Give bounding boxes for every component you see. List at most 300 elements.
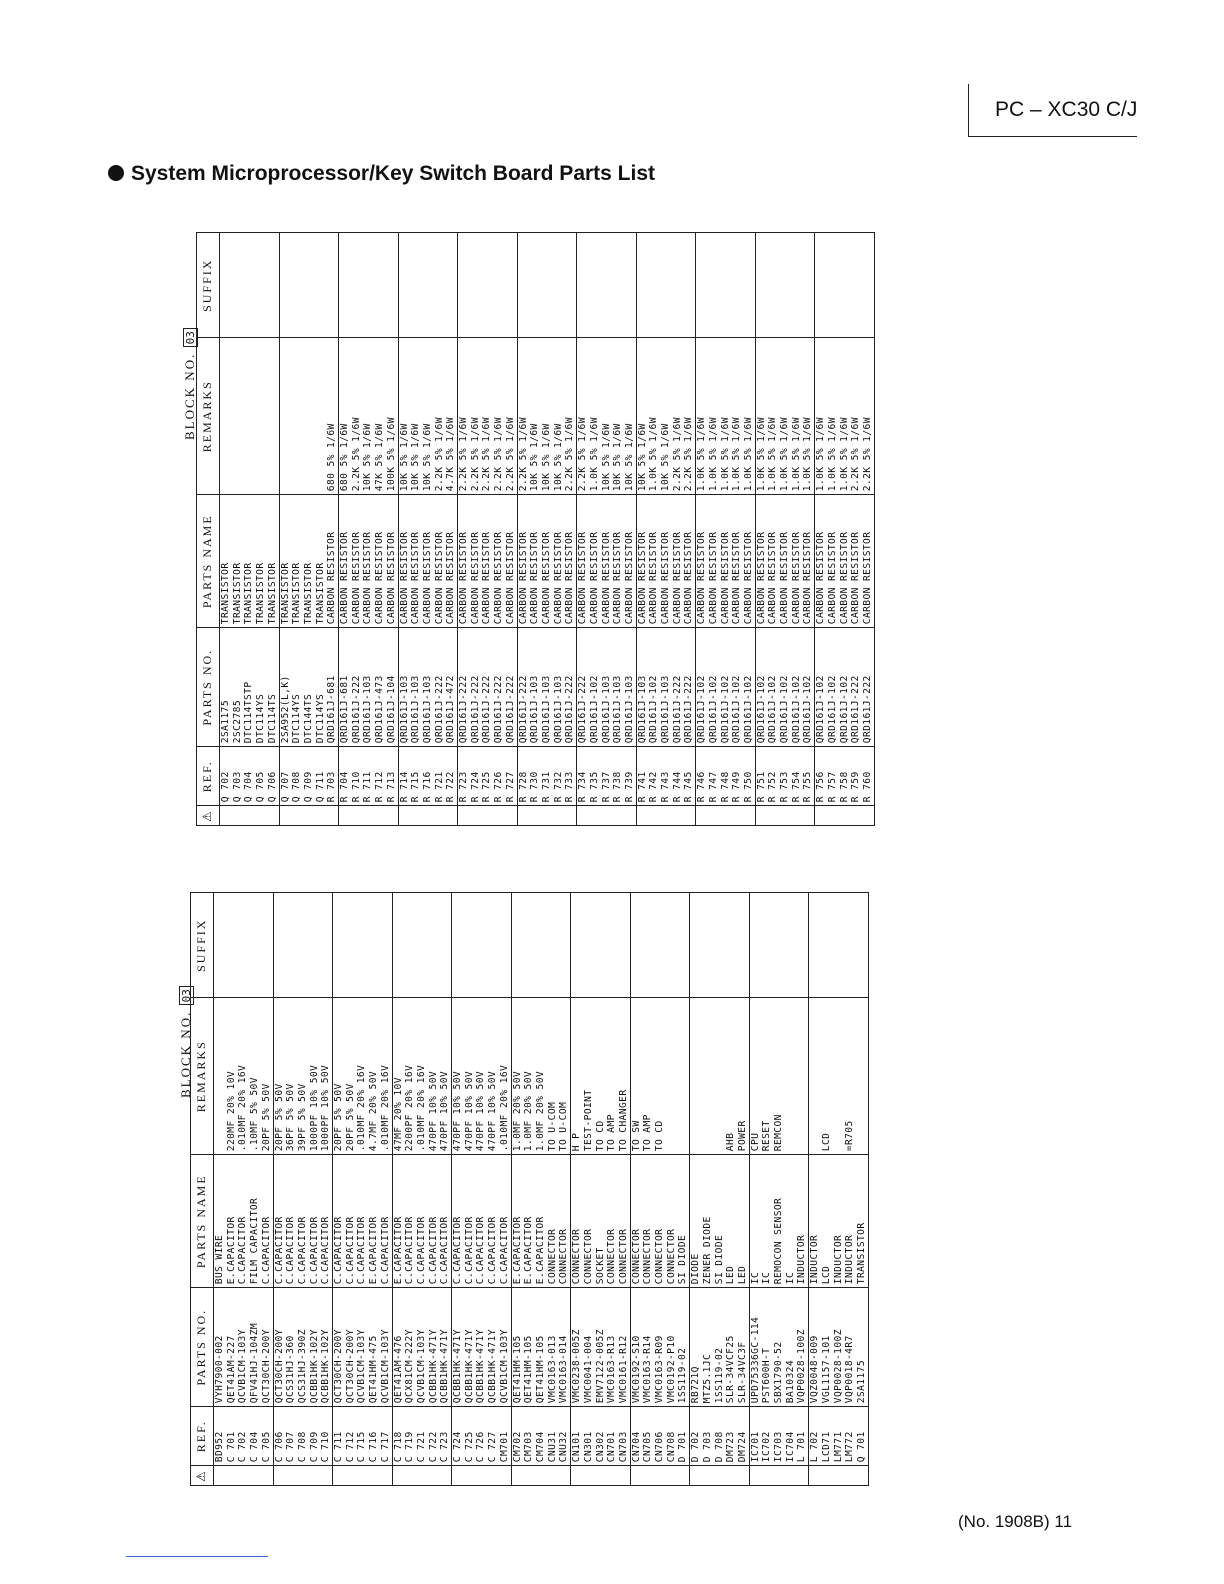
parts-name-cell: CARBON RESISTOR — [434, 495, 446, 628]
warn-cell — [583, 1466, 595, 1486]
parts-no-cell: QRD161J-103 — [529, 628, 541, 747]
remarks-cell: 2.2K 5% 1/6W — [470, 338, 482, 495]
table-row — [445, 233, 457, 826]
warn-cell — [237, 1466, 249, 1486]
remarks-cell: 10K 5% 1/6W — [410, 338, 422, 495]
parts-name-cell: CONNECTOR — [606, 1155, 618, 1288]
parts-name-cell: CONNECTOR — [583, 1155, 595, 1288]
parts-no-cell: QRD161J-473 — [374, 628, 386, 747]
remarks-cell: 1.0K 5% 1/6W — [755, 338, 767, 495]
warn-cell — [564, 806, 576, 826]
parts-name-cell: CARBON RESISTOR — [339, 495, 351, 628]
suffix-cell — [422, 233, 434, 338]
table-row — [464, 893, 476, 1486]
ref-cell: CN703 — [618, 1407, 630, 1466]
ref-cell: R 734 — [577, 747, 589, 806]
suffix-cell — [677, 893, 689, 998]
remarks-cell: 10K 5% 1/6W — [601, 338, 613, 495]
parts-no-cell: QRD161J-222 — [517, 628, 529, 747]
table-row — [255, 233, 267, 826]
warn-cell — [458, 806, 470, 826]
block-value: 03 — [183, 328, 198, 347]
parts-name-cell: TRANSISTOR — [315, 495, 327, 628]
parts-no-cell: QRD161J-102 — [648, 628, 660, 747]
ref-cell: C 722 — [428, 1407, 440, 1466]
remarks-cell: 2.2K 5% 1/6W — [505, 338, 517, 495]
ref-cell: Q 703 — [232, 747, 244, 806]
warn-cell — [326, 806, 338, 826]
suffix-cell — [475, 893, 487, 998]
parts-no-cell: QCBB1HK-471Y — [487, 1288, 499, 1407]
ref-cell: C 709 — [309, 1407, 321, 1466]
suffix-cell — [672, 233, 684, 338]
ref-cell: R 756 — [815, 747, 827, 806]
parts-table-right — [196, 232, 875, 826]
suffix-cell — [481, 233, 493, 338]
column-header-remarks: REMARKS — [191, 998, 214, 1155]
warn-cell — [267, 806, 279, 826]
ref-cell: CN701 — [606, 1407, 618, 1466]
table-row — [827, 233, 839, 826]
parts-name-cell: INDUCTOR — [844, 1155, 856, 1288]
remarks-cell: TO CHANGER — [618, 998, 630, 1155]
ref-cell: R 755 — [802, 747, 814, 806]
parts-name-cell: CARBON RESISTOR — [683, 495, 695, 628]
parts-no-cell: QRD161J-103 — [553, 628, 565, 747]
warn-cell — [309, 1466, 321, 1486]
warn-cell — [761, 1466, 773, 1486]
table-row — [232, 233, 244, 826]
remarks-cell: 1.0K 5% 1/6W — [696, 338, 708, 495]
parts-no-cell: SLR-34VCF25 — [725, 1288, 737, 1407]
parts-name-cell: C.CAPACITOR — [416, 1155, 428, 1288]
parts-no-cell: QRD161J-102 — [827, 628, 839, 747]
warn-cell — [368, 1466, 380, 1486]
ref-cell: Q 709 — [303, 747, 315, 806]
parts-name-cell: C.CAPACITOR — [452, 1155, 464, 1288]
remarks-cell — [291, 338, 303, 495]
parts-no-cell: QRD161J-222 — [564, 628, 576, 747]
ref-cell: C 724 — [452, 1407, 464, 1466]
table-row — [285, 893, 297, 1486]
parts-no-cell: QRD161J-222 — [683, 628, 695, 747]
parts-no-cell: VMC0163-R13 — [606, 1288, 618, 1407]
ref-cell: Q 708 — [291, 747, 303, 806]
suffix-cell — [606, 893, 618, 998]
parts-no-cell: VQP0028-100Z — [833, 1288, 845, 1407]
parts-name-cell: C.CAPACITOR — [261, 1155, 273, 1288]
suffix-cell — [345, 893, 357, 998]
suffix-cell — [493, 233, 505, 338]
parts-no-cell: QRD161J-102 — [696, 628, 708, 747]
parts-name-cell: BUS WIRE — [214, 1155, 226, 1288]
warn-cell — [791, 806, 803, 826]
table-row — [755, 233, 767, 826]
suffix-cell — [410, 233, 422, 338]
table-row — [791, 233, 803, 826]
parts-name-cell: CARBON RESISTOR — [767, 495, 779, 628]
parts-name-cell: CARBON RESISTOR — [362, 495, 374, 628]
parts-name-cell: CARBON RESISTOR — [517, 495, 529, 628]
warn-cell — [226, 1466, 238, 1486]
ref-cell: R 703 — [326, 747, 338, 806]
table-row — [553, 233, 565, 826]
ref-cell: R 716 — [422, 747, 434, 806]
remarks-cell: 2.2K 5% 1/6W — [862, 338, 874, 495]
remarks-cell: 1.0K 5% 1/6W — [731, 338, 743, 495]
ref-cell: R 715 — [410, 747, 422, 806]
warn-cell — [339, 806, 351, 826]
table-row — [558, 893, 570, 1486]
warn-cell — [690, 1466, 702, 1486]
ref-cell: CN704 — [630, 1407, 642, 1466]
table-row — [273, 893, 285, 1486]
table-row — [672, 233, 684, 826]
warn-cell — [410, 806, 422, 826]
parts-name-cell: CARBON RESISTOR — [445, 495, 457, 628]
remarks-cell: 10K 5% 1/6W — [362, 338, 374, 495]
ref-cell: R 732 — [553, 747, 565, 806]
table-row — [279, 233, 291, 826]
table-row — [630, 893, 642, 1486]
remarks-cell: 470PF 10% 50V — [439, 998, 451, 1155]
parts-name-cell: C.CAPACITOR — [428, 1155, 440, 1288]
table-row — [470, 233, 482, 826]
suffix-cell — [791, 233, 803, 338]
ref-cell: R 712 — [374, 747, 386, 806]
table-row — [291, 233, 303, 826]
suffix-cell — [773, 893, 785, 998]
warn-cell — [862, 806, 874, 826]
ref-cell: L 701 — [796, 1407, 808, 1466]
column-header-parts-name: PARTS NAME — [191, 1155, 214, 1288]
block-label: BLOCK NO. — [182, 352, 197, 440]
suffix-cell — [749, 893, 761, 998]
parts-name-cell: CARBON RESISTOR — [326, 495, 338, 628]
ref-cell: R 751 — [755, 747, 767, 806]
warn-cell — [517, 806, 529, 826]
block-value: 03 — [179, 986, 194, 1005]
remarks-cell: 470PF 10% 50V — [475, 998, 487, 1155]
remarks-cell — [833, 998, 845, 1155]
parts-no-cell: QRD161J-102 — [839, 628, 851, 747]
ref-cell: R 750 — [743, 747, 755, 806]
remarks-cell: TO CD — [654, 998, 666, 1155]
parts-no-cell: QET41HM-475 — [368, 1288, 380, 1407]
parts-name-cell: CARBON RESISTOR — [422, 495, 434, 628]
parts-no-cell: QRD161J-222 — [850, 628, 862, 747]
parts-table-right-wrapper — [196, 232, 875, 826]
suffix-cell — [558, 893, 570, 998]
table-row — [320, 893, 332, 1486]
remarks-cell: 1.0K 5% 1/6W — [791, 338, 803, 495]
table-row — [523, 893, 535, 1486]
suffix-cell — [374, 233, 386, 338]
remarks-cell: 1.0MF 20% 50V — [511, 998, 523, 1155]
parts-no-cell: QRD161J-102 — [767, 628, 779, 747]
suffix-cell — [589, 233, 601, 338]
remarks-cell — [315, 338, 327, 495]
parts-no-cell: QRD161J-222 — [862, 628, 874, 747]
remarks-cell: 2.2K 5% 1/6W — [351, 338, 363, 495]
warn-cell — [796, 1466, 808, 1486]
warn-cell — [356, 1466, 368, 1486]
ref-cell: R 747 — [708, 747, 720, 806]
parts-name-cell: CARBON RESISTOR — [850, 495, 862, 628]
table-row — [601, 233, 613, 826]
table-row — [249, 893, 261, 1486]
ref-cell: R 727 — [505, 747, 517, 806]
parts-no-cell: QCVB1CM-103Y — [237, 1288, 249, 1407]
ref-cell: C 716 — [368, 1407, 380, 1466]
parts-name-cell: E.CAPACITOR — [535, 1155, 547, 1288]
parts-no-cell: QCT30CH-200Y — [345, 1288, 357, 1407]
parts-name-cell: CARBON RESISTOR — [505, 495, 517, 628]
parts-name-cell: CARBON RESISTOR — [529, 495, 541, 628]
table-row — [434, 233, 446, 826]
parts-name-cell: C.CAPACITOR — [356, 1155, 368, 1288]
suffix-cell — [356, 893, 368, 998]
parts-no-cell: QRD161J-103 — [541, 628, 553, 747]
remarks-cell — [785, 998, 797, 1155]
parts-no-cell: QRD161J-103 — [636, 628, 648, 747]
suffix-cell — [428, 893, 440, 998]
parts-name-cell: SI DIODE — [677, 1155, 689, 1288]
parts-name-cell: C.CAPACITOR — [237, 1155, 249, 1288]
suffix-cell — [785, 893, 797, 998]
warn-cell — [475, 1466, 487, 1486]
warn-cell — [725, 1466, 737, 1486]
suffix-cell — [583, 893, 595, 998]
parts-no-cell: QRD161J-102 — [755, 628, 767, 747]
parts-name-cell: CONNECTOR — [571, 1155, 583, 1288]
suffix-cell — [761, 893, 773, 998]
remarks-cell: =R705 — [844, 998, 856, 1155]
table-row — [564, 233, 576, 826]
parts-name-cell: C.CAPACITOR — [285, 1155, 297, 1288]
page-footer: (No. 1908B) 11 — [958, 1512, 1073, 1531]
warn-cell — [273, 1466, 285, 1486]
table-row — [767, 233, 779, 826]
parts-no-cell: BA10324 — [785, 1288, 797, 1407]
ref-cell: R 704 — [339, 747, 351, 806]
warn-cell — [374, 806, 386, 826]
remarks-cell: 10K 5% 1/6W — [660, 338, 672, 495]
parts-no-cell: PST600H-T — [761, 1288, 773, 1407]
table-row — [796, 893, 808, 1486]
parts-name-cell: CARBON RESISTOR — [755, 495, 767, 628]
suffix-cell — [624, 233, 636, 338]
column-header-suffix: SUFFIX — [191, 893, 214, 998]
parts-no-cell: QCT30CH-200Y — [273, 1288, 285, 1407]
table-row — [416, 893, 428, 1486]
table-row — [428, 893, 440, 1486]
warn-cell — [618, 1466, 630, 1486]
warn-cell — [392, 1466, 404, 1486]
table-row — [458, 233, 470, 826]
table-row — [368, 893, 380, 1486]
suffix-cell — [386, 233, 398, 338]
remarks-cell: CPU — [749, 998, 761, 1155]
parts-name-cell: CARBON RESISTOR — [731, 495, 743, 628]
warn-cell — [648, 806, 660, 826]
table-row — [380, 893, 392, 1486]
suffix-cell — [630, 893, 642, 998]
table-row — [362, 233, 374, 826]
warn-cell — [315, 806, 327, 826]
parts-no-cell: QRD161J-103 — [624, 628, 636, 747]
suffix-cell — [731, 233, 743, 338]
ref-cell: CN705 — [642, 1407, 654, 1466]
suffix-cell — [725, 893, 737, 998]
table-row — [374, 233, 386, 826]
remarks-cell: 10K 5% 1/6W — [398, 338, 410, 495]
parts-name-cell: CARBON RESISTOR — [624, 495, 636, 628]
suffix-cell — [666, 893, 678, 998]
warn-cell — [243, 806, 255, 826]
suffix-cell — [708, 233, 720, 338]
column-header-remarks: REMARKS — [197, 338, 220, 495]
parts-name-cell: CONNECTOR — [666, 1155, 678, 1288]
parts-name-cell: C.CAPACITOR — [297, 1155, 309, 1288]
parts-name-cell: CARBON RESISTOR — [743, 495, 755, 628]
parts-name-cell: FILM CAPACITOR — [249, 1155, 261, 1288]
ref-cell: LM772 — [844, 1407, 856, 1466]
remarks-cell: 2.2K 5% 1/6W — [850, 338, 862, 495]
suffix-cell — [796, 893, 808, 998]
warn-cell — [809, 1466, 821, 1486]
table-row — [499, 893, 511, 1486]
ref-cell: C 723 — [439, 1407, 451, 1466]
remarks-cell: 2.2K 5% 1/6W — [683, 338, 695, 495]
remarks-cell — [243, 338, 255, 495]
warn-cell — [683, 806, 695, 826]
table-row — [410, 233, 422, 826]
remarks-cell: 680 5% 1/6W — [339, 338, 351, 495]
suffix-cell — [755, 233, 767, 338]
ref-cell: CN301 — [583, 1407, 595, 1466]
parts-name-cell: CARBON RESISTOR — [802, 495, 814, 628]
suffix-cell — [529, 233, 541, 338]
warn-cell — [731, 806, 743, 826]
remarks-cell: 1.0K 5% 1/6W — [779, 338, 791, 495]
suffix-cell — [297, 893, 309, 998]
remarks-cell: 10K 5% 1/6W — [529, 338, 541, 495]
remarks-cell: 10K 5% 1/6W — [422, 338, 434, 495]
table-row — [666, 893, 678, 1486]
warn-cell — [636, 806, 648, 826]
ref-cell: C 717 — [380, 1407, 392, 1466]
table-row — [743, 233, 755, 826]
parts-name-cell: CARBON RESISTOR — [612, 495, 624, 628]
suffix-cell — [743, 233, 755, 338]
remarks-cell: 10K 5% 1/6W — [553, 338, 565, 495]
warn-cell — [547, 1466, 559, 1486]
ref-cell: R 721 — [434, 747, 446, 806]
table-row — [333, 893, 345, 1486]
remarks-cell: TO AMP — [606, 998, 618, 1155]
parts-no-cell: VQZ0048-009 — [809, 1288, 821, 1407]
remarks-cell — [856, 998, 868, 1155]
suffix-cell — [291, 233, 303, 338]
warn-cell — [404, 1466, 416, 1486]
parts-name-cell: TRANSISTOR — [267, 495, 279, 628]
remarks-cell: .010MF 20% 16V — [499, 998, 511, 1155]
ref-cell: R 741 — [636, 747, 648, 806]
warn-cell — [398, 806, 410, 826]
remarks-cell: 2.2K 5% 1/6W — [493, 338, 505, 495]
parts-name-cell: TRANSISTOR — [243, 495, 255, 628]
suffix-cell — [571, 893, 583, 998]
parts-name-cell: C.CAPACITOR — [333, 1155, 345, 1288]
suffix-cell — [470, 233, 482, 338]
parts-no-cell: QET41AM-227 — [226, 1288, 238, 1407]
table-row — [511, 893, 523, 1486]
parts-name-cell: CARBON RESISTOR — [493, 495, 505, 628]
ref-cell: R 725 — [481, 747, 493, 806]
table-row — [737, 893, 749, 1486]
table-row — [439, 893, 451, 1486]
table-row — [267, 233, 279, 826]
ref-cell: R 739 — [624, 747, 636, 806]
warn-cell — [773, 1466, 785, 1486]
parts-no-cell: QCT30CH-200Y — [333, 1288, 345, 1407]
ref-cell: CM703 — [523, 1407, 535, 1466]
suffix-cell — [505, 233, 517, 338]
suffix-cell — [553, 233, 565, 338]
parts-name-cell: CARBON RESISTOR — [791, 495, 803, 628]
parts-name-cell: CONNECTOR — [618, 1155, 630, 1288]
parts-no-cell: QCVB1CM-103Y — [499, 1288, 511, 1407]
warn-cell — [464, 1466, 476, 1486]
warn-cell — [577, 806, 589, 826]
parts-no-cell: QRD161J-222 — [351, 628, 363, 747]
parts-no-cell: 1SS119-02 — [677, 1288, 689, 1407]
suffix-cell — [279, 233, 291, 338]
remarks-cell: REMCON — [773, 998, 785, 1155]
parts-table-left — [190, 892, 869, 1486]
ref-cell: C 721 — [416, 1407, 428, 1466]
remarks-cell: TO U-COM — [547, 998, 559, 1155]
warn-cell — [660, 806, 672, 826]
parts-no-cell: VGL1157-101 — [821, 1288, 833, 1407]
parts-name-cell: E.CAPACITOR — [523, 1155, 535, 1288]
parts-no-cell: QRD161J-102 — [708, 628, 720, 747]
parts-no-cell: QCVB1CM-103Y — [416, 1288, 428, 1407]
parts-no-cell: QCT30CH-200Y — [261, 1288, 273, 1407]
ref-cell: D 702 — [690, 1407, 702, 1466]
remarks-cell: 1.0K 5% 1/6W — [743, 338, 755, 495]
parts-name-cell: INDUCTOR — [796, 1155, 808, 1288]
suffix-cell — [737, 893, 749, 998]
parts-name-cell: CARBON RESISTOR — [577, 495, 589, 628]
parts-no-cell: 2SC2785 — [232, 628, 244, 747]
remarks-cell — [690, 998, 702, 1155]
column-header-suffix: SUFFIX — [197, 233, 220, 338]
remarks-cell: RESET — [761, 998, 773, 1155]
page-title-row — [108, 162, 655, 186]
parts-no-cell: QRD161J-102 — [802, 628, 814, 747]
table-row — [648, 233, 660, 826]
ref-cell: R 758 — [839, 747, 851, 806]
warn-cell — [743, 806, 755, 826]
parts-name-cell: C.CAPACITOR — [380, 1155, 392, 1288]
parts-name-cell: C.CAPACITOR — [499, 1155, 511, 1288]
parts-name-cell: CARBON RESISTOR — [660, 495, 672, 628]
parts-no-cell: QRD161J-102 — [731, 628, 743, 747]
remarks-cell: 10K 5% 1/6W — [541, 338, 553, 495]
warn-cell — [505, 806, 517, 826]
